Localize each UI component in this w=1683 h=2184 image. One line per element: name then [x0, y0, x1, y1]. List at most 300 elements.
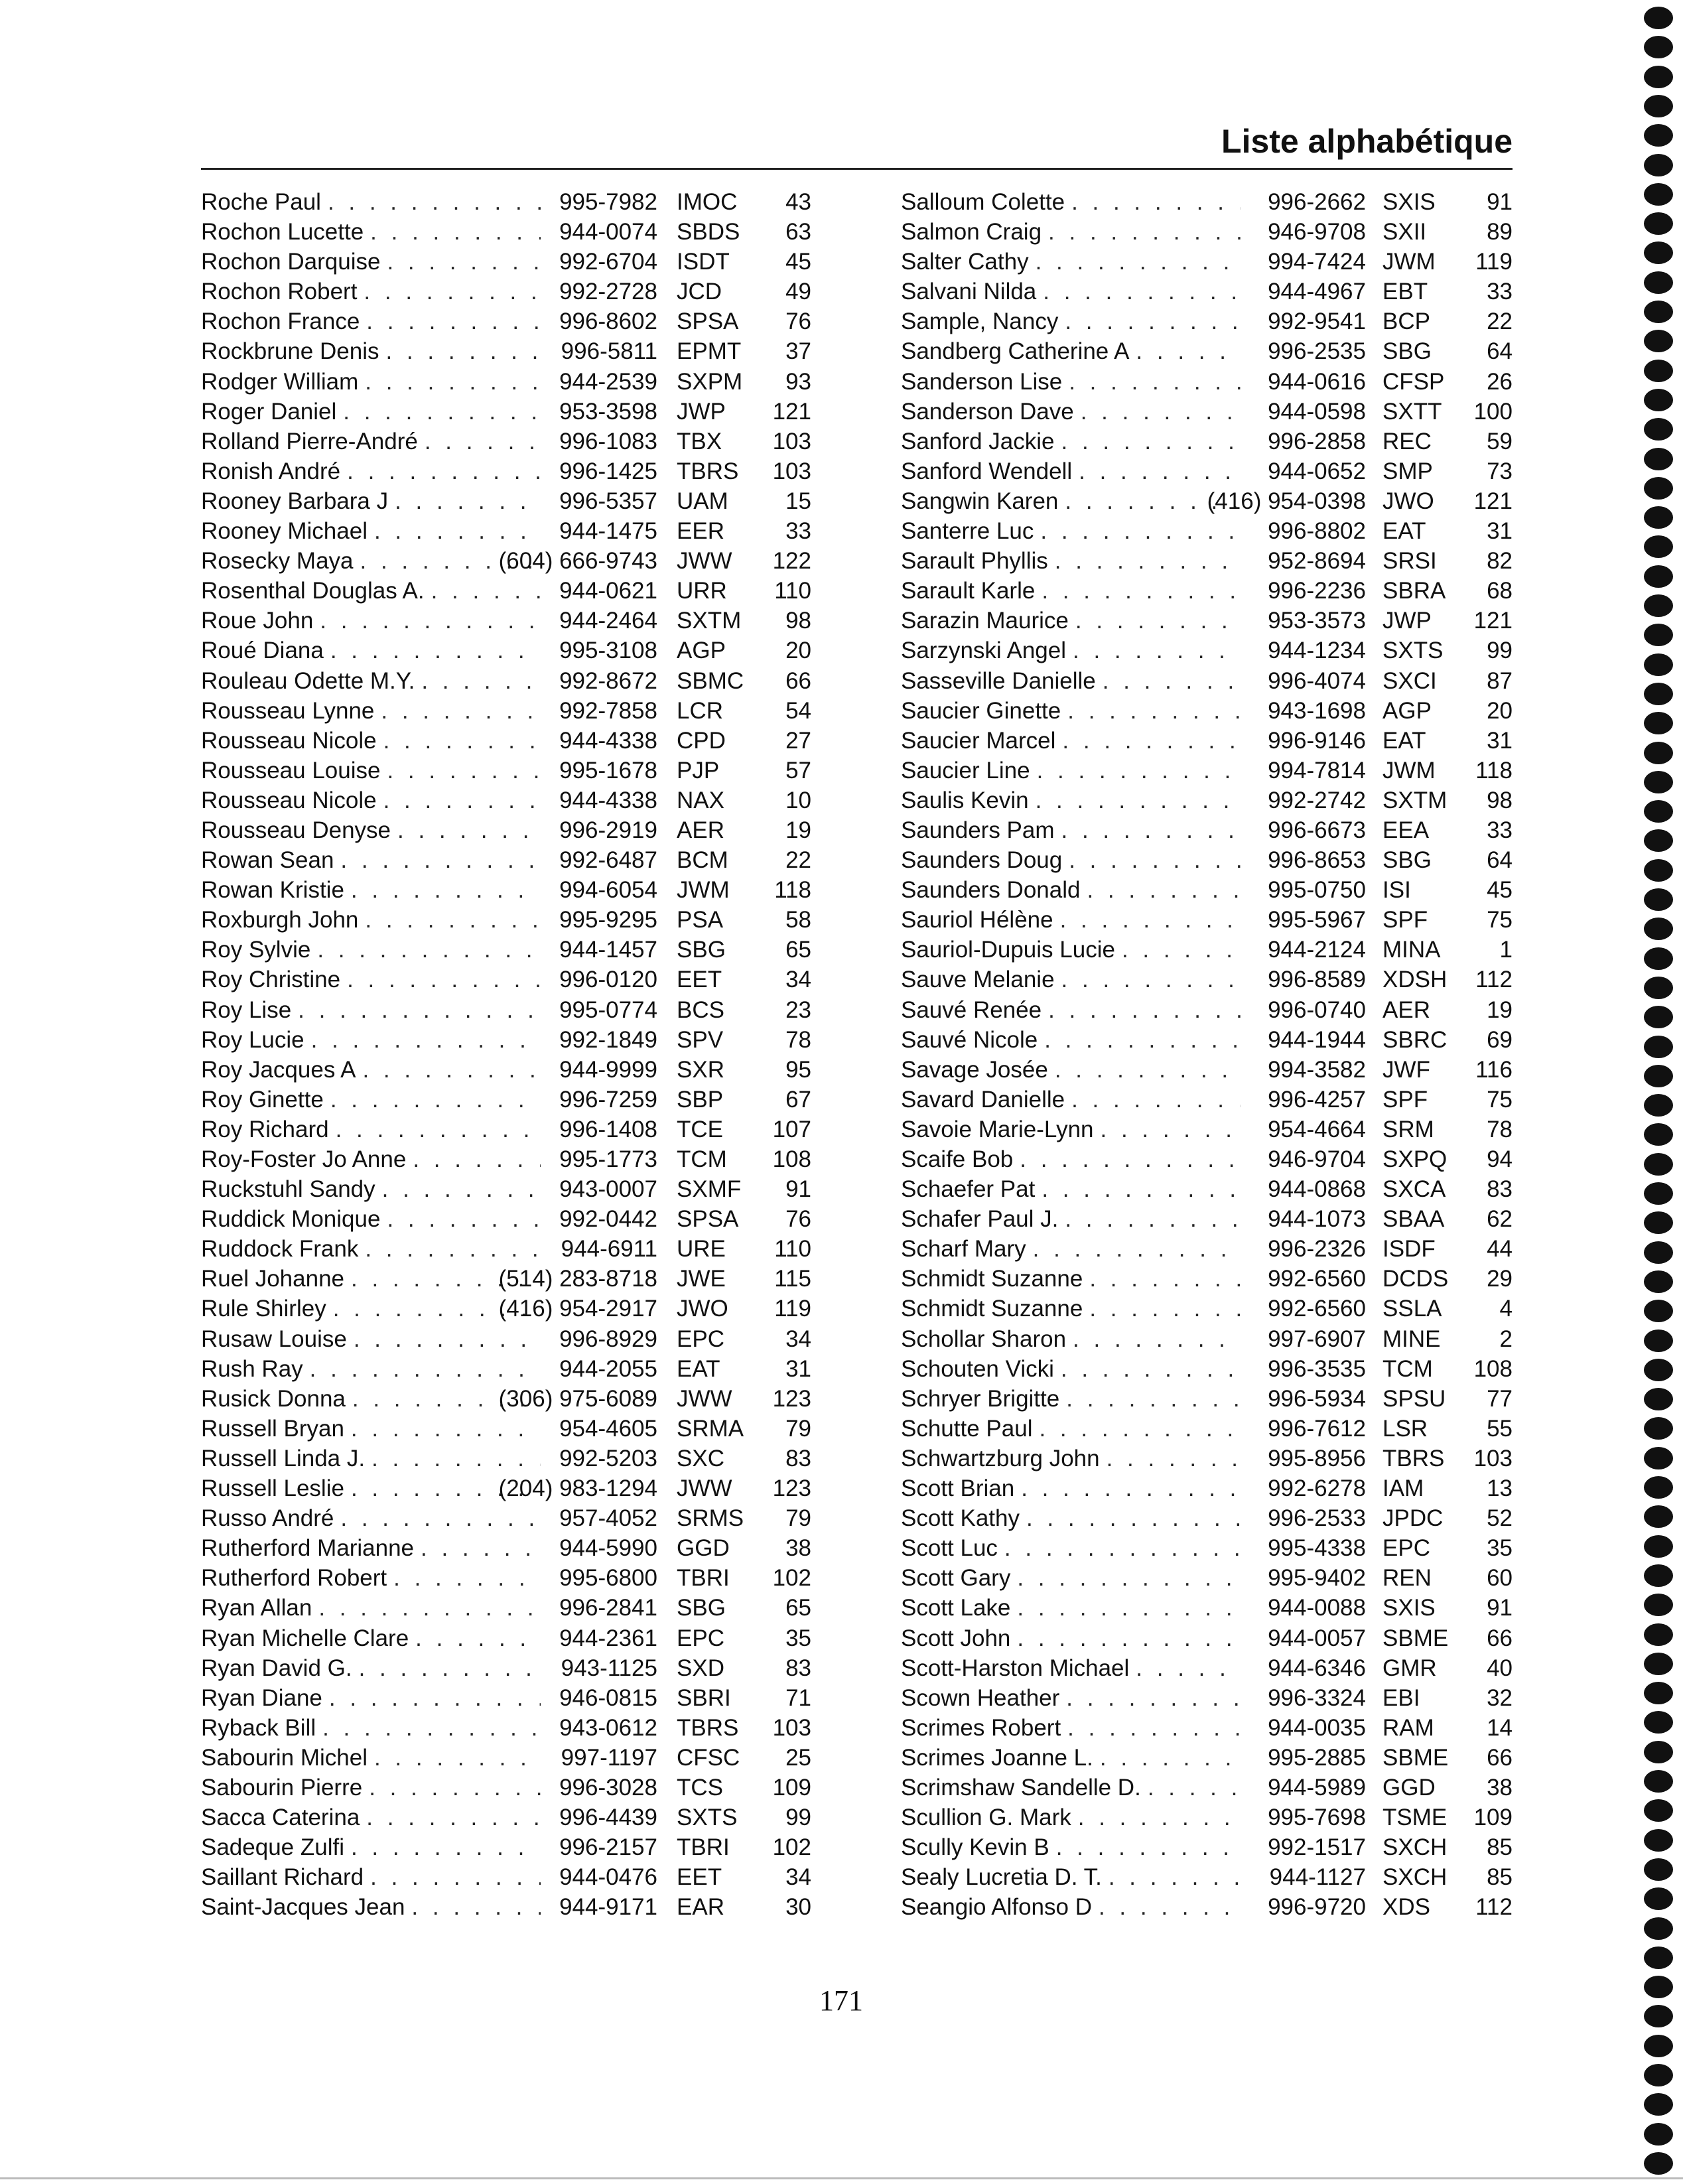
- entry-name: Rousseau Louise: [201, 757, 381, 784]
- entry-name: Scrimes Joanne L.: [901, 1744, 1093, 1771]
- entry-department: TCM: [677, 1146, 727, 1172]
- entry-department: JWM: [1382, 249, 1436, 275]
- entry-page-ref: 108: [1473, 1355, 1513, 1382]
- entry-page-ref: 25: [785, 1744, 811, 1771]
- binding-hole: [1644, 36, 1673, 58]
- entry-page-ref: 68: [1487, 578, 1513, 604]
- entry-department: REC: [1382, 428, 1432, 454]
- entry-name: Russo André: [201, 1505, 334, 1532]
- directory-entry: [901, 1384, 1513, 1414]
- entry-name: Rodger William: [201, 368, 359, 395]
- directory-entry: [901, 815, 1513, 845]
- binding-hole: [1644, 183, 1673, 206]
- entry-department: IAM: [1382, 1475, 1424, 1502]
- entry-page-ref: 83: [785, 1445, 811, 1471]
- entry-page-ref: 76: [785, 308, 811, 335]
- binding-hole: [1644, 1211, 1673, 1234]
- entry-name: Sarault Karle: [901, 578, 1036, 604]
- entry-phone: 995-6800: [559, 1565, 657, 1592]
- entry-department: AER: [1382, 996, 1430, 1023]
- entry-department: TBRI: [677, 1565, 730, 1592]
- entry-name: Schwartzburg John: [901, 1445, 1100, 1471]
- binding-hole: [1644, 653, 1673, 676]
- entry-page-ref: 35: [785, 1625, 811, 1651]
- entry-page-ref: 121: [1473, 488, 1513, 514]
- entry-name: Rousseau Nicole: [201, 727, 377, 754]
- entry-page-ref: 49: [785, 279, 811, 305]
- entry-department: SRSI: [1382, 548, 1437, 575]
- entry-page-ref: 103: [1473, 1445, 1513, 1471]
- entry-name: Rochon Lucette: [201, 219, 364, 245]
- entry-phone: 944-0035: [1268, 1714, 1366, 1741]
- entry-department: TBRS: [1382, 1445, 1445, 1471]
- entry-name: Roy Lise: [201, 996, 292, 1023]
- entry-department: JWF: [1382, 1056, 1430, 1083]
- entry-department: XDS: [1382, 1894, 1430, 1921]
- entry-name: Ryan Michelle Clare: [201, 1625, 409, 1651]
- entry-department: SBDS: [677, 219, 740, 245]
- directory-entry: [201, 1115, 811, 1144]
- entry-page-ref: 20: [1487, 697, 1513, 724]
- entry-name: Saint-Jacques Jean: [201, 1894, 405, 1921]
- entry-phone: 954-4605: [559, 1415, 657, 1442]
- entry-name: Sabourin Michel: [201, 1744, 368, 1771]
- entry-department: SBRI: [677, 1684, 731, 1711]
- entry-phone: 953-3573: [1268, 608, 1366, 634]
- entry-phone: 996-2858: [1268, 428, 1366, 454]
- binding-hole: [1644, 2123, 1673, 2146]
- entry-department: SXMF: [677, 1176, 742, 1203]
- binding-holes: [1644, 7, 1676, 2176]
- entry-department: SXIS: [1382, 189, 1436, 215]
- binding-hole: [1644, 1623, 1673, 1646]
- entry-department: GMR: [1382, 1655, 1437, 1681]
- directory-entry: [901, 935, 1513, 965]
- directory-entry: [901, 666, 1513, 696]
- entry-department: SSLA: [1382, 1296, 1442, 1322]
- directory-entry: [901, 336, 1513, 366]
- entry-phone: 996-0740: [1268, 996, 1366, 1023]
- binding-hole: [1644, 1711, 1673, 1734]
- entry-department: JWO: [677, 1296, 728, 1322]
- directory-entry: [901, 516, 1513, 546]
- entry-department: LSR: [1382, 1415, 1428, 1442]
- entry-name: Rousseau Lynne: [201, 697, 375, 724]
- entry-name: Rutherford Marianne: [201, 1535, 414, 1562]
- entry-page-ref: 77: [1487, 1385, 1513, 1412]
- entry-phone: 992-0442: [559, 1206, 657, 1233]
- entry-name: Sanford Wendell: [901, 458, 1073, 484]
- directory-entry: [201, 666, 811, 696]
- directory-entry: [901, 1892, 1513, 1922]
- entry-name: Savoie Marie-Lynn: [901, 1116, 1094, 1142]
- directory-entry: [201, 576, 811, 606]
- entry-phone: 944-0598: [1268, 398, 1366, 425]
- binding-hole: [1644, 683, 1673, 705]
- entry-department: SXCI: [1382, 667, 1437, 694]
- directory-entry: [901, 307, 1513, 336]
- entry-department: DCDS: [1382, 1266, 1449, 1292]
- entry-department: SBG: [677, 937, 726, 963]
- directory-entry: [901, 1862, 1513, 1892]
- directory-entry: [201, 845, 811, 875]
- entry-phone: (416) 954-0398: [1207, 488, 1366, 514]
- entry-page-ref: 65: [785, 1595, 811, 1621]
- directory-entry: [201, 1623, 811, 1653]
- entry-name: Sealy Lucretia D. T.: [901, 1864, 1102, 1891]
- entry-phone: 996-8802: [1268, 518, 1366, 545]
- entry-phone: 995-9402: [1268, 1565, 1366, 1592]
- entry-department: SXR: [677, 1056, 724, 1083]
- entry-department: EEA: [1382, 817, 1430, 843]
- directory-entry: [901, 785, 1513, 815]
- directory-entry: [901, 965, 1513, 994]
- entry-page-ref: 31: [1487, 518, 1513, 545]
- directory-entry: [901, 995, 1513, 1025]
- entry-name: Roy Ginette: [201, 1086, 324, 1113]
- entry-page-ref: 69: [1487, 1026, 1513, 1053]
- directory-entry: [901, 696, 1513, 726]
- entry-department: PJP: [677, 757, 720, 784]
- entry-phone: 944-0621: [559, 578, 657, 604]
- entry-phone: 995-3108: [559, 638, 657, 664]
- entry-department: SXCH: [1382, 1834, 1447, 1861]
- entry-department: SBG: [1382, 338, 1432, 365]
- entry-phone: (604) 666-9743: [498, 548, 657, 575]
- entry-department: SXPQ: [1382, 1146, 1447, 1172]
- entry-phone: 994-3582: [1268, 1056, 1366, 1083]
- entry-phone: (306) 975-6089: [498, 1385, 657, 1412]
- entry-page-ref: 98: [1487, 787, 1513, 813]
- binding-hole: [1644, 771, 1673, 793]
- entry-phone: 997-6907: [1268, 1326, 1366, 1352]
- directory-entry: [201, 815, 811, 845]
- binding-hole: [1644, 1417, 1673, 1440]
- entry-name: Saucier Ginette: [901, 697, 1061, 724]
- entry-page-ref: 108: [772, 1146, 811, 1172]
- directory-entry: [201, 1055, 811, 1085]
- entry-phone: 992-2742: [1268, 787, 1366, 813]
- entry-phone: 944-1944: [1268, 1026, 1366, 1053]
- entry-name: Ryan Allan: [201, 1595, 312, 1621]
- binding-hole: [1644, 2093, 1673, 2116]
- entry-page-ref: 85: [1487, 1864, 1513, 1891]
- entry-name: Rosenthal Douglas A.: [201, 578, 425, 604]
- entry-name: Saunders Donald: [901, 877, 1081, 904]
- directory-entry: [901, 1264, 1513, 1294]
- directory-entry: [901, 1503, 1513, 1533]
- page-title: Liste alphabétique: [1221, 123, 1513, 160]
- directory-entry: [201, 307, 811, 336]
- entry-phone: 996-3324: [1268, 1684, 1366, 1711]
- binding-hole: [1644, 1388, 1673, 1410]
- entry-name: Saunders Pam: [901, 817, 1055, 843]
- entry-name: Schaefer Pat: [901, 1176, 1036, 1203]
- directory-entry: [901, 576, 1513, 606]
- entry-name: Roué Diana: [201, 638, 324, 664]
- directory-entry: [201, 1533, 811, 1563]
- entry-name: Rosecky Maya: [201, 548, 354, 575]
- entry-page-ref: 118: [1475, 757, 1513, 784]
- entry-name: Russell Bryan: [201, 1415, 344, 1442]
- entry-name: Saucier Marcel: [901, 727, 1056, 754]
- entry-department: EPMT: [677, 338, 742, 365]
- entry-name: Scrimes Robert: [901, 1714, 1061, 1741]
- entry-department: REN: [1382, 1565, 1432, 1592]
- entry-name: Sarault Phyllis: [901, 548, 1048, 575]
- entry-name: Rutherford Robert: [201, 1565, 387, 1592]
- entry-department: EAT: [677, 1355, 720, 1382]
- entry-name: Ryan David G.: [201, 1655, 352, 1681]
- directory-entry: [901, 875, 1513, 905]
- directory-entry: [201, 1743, 811, 1773]
- entry-department: EET: [677, 1864, 722, 1891]
- entry-phone: 995-2885: [1268, 1744, 1366, 1771]
- entry-department: SRMA: [677, 1415, 744, 1442]
- binding-hole: [1644, 1330, 1673, 1352]
- entry-department: SXTS: [1382, 638, 1444, 664]
- entry-department: SPSA: [677, 1206, 739, 1233]
- entry-phone: 944-2464: [559, 608, 657, 634]
- entry-department: SBG: [677, 1595, 726, 1621]
- entry-phone: 944-0088: [1268, 1595, 1366, 1621]
- entry-page-ref: 116: [1475, 1056, 1513, 1083]
- directory-entry: [901, 1444, 1513, 1473]
- entry-page-ref: 79: [785, 1415, 811, 1442]
- directory-entry: [901, 1743, 1513, 1773]
- entry-phone: 957-4052: [559, 1505, 657, 1532]
- entry-page-ref: 33: [1487, 817, 1513, 843]
- entry-name: Rowan Sean: [201, 847, 334, 874]
- entry-department: LCR: [677, 697, 724, 724]
- entry-phone: 992-6704: [559, 249, 657, 275]
- binding-hole: [1644, 1065, 1673, 1087]
- entry-department: SBAA: [1382, 1206, 1445, 1233]
- entry-department: IMOC: [677, 189, 738, 215]
- entry-department: JWM: [677, 877, 730, 904]
- entry-page-ref: 59: [1487, 428, 1513, 454]
- entry-page-ref: 99: [785, 1805, 811, 1831]
- directory-entry: [901, 1653, 1513, 1683]
- directory-entry: [901, 546, 1513, 576]
- entry-name: Sarazin Maurice: [901, 608, 1069, 634]
- entry-name: Roy Christine: [201, 967, 341, 993]
- entry-page-ref: 62: [1487, 1206, 1513, 1233]
- binding-hole: [1644, 1036, 1673, 1058]
- entry-phone: 995-7982: [559, 189, 657, 215]
- entry-name: Sauvé Renée: [901, 996, 1042, 1023]
- entry-page-ref: 34: [785, 967, 811, 993]
- entry-page-ref: 22: [785, 847, 811, 874]
- entry-department: JWE: [677, 1266, 726, 1292]
- entry-phone: 944-0074: [559, 219, 657, 245]
- entry-name: Ruckstuhl Sandy: [201, 1176, 375, 1203]
- entry-name: Ruel Johanne: [201, 1266, 344, 1292]
- entry-phone: 944-2539: [559, 368, 657, 395]
- entry-name: Salloum Colette: [901, 189, 1065, 215]
- directory-entry: [901, 397, 1513, 427]
- entry-phone: 996-7259: [559, 1086, 657, 1113]
- directory-entry: [201, 1832, 811, 1862]
- entry-phone: 996-7612: [1268, 1415, 1366, 1442]
- entry-phone: 953-3598: [559, 398, 657, 425]
- entry-page-ref: 1: [1499, 937, 1513, 963]
- binding-hole: [1644, 1505, 1673, 1528]
- entry-name: Rowan Kristie: [201, 877, 344, 904]
- entry-department: RAM: [1382, 1714, 1434, 1741]
- entry-page-ref: 75: [1487, 1086, 1513, 1113]
- entry-page-ref: 19: [1487, 996, 1513, 1023]
- directory-entry: [201, 1324, 811, 1354]
- directory-entry: [201, 1234, 811, 1264]
- entry-phone: (514) 283-8718: [498, 1266, 657, 1292]
- entry-phone: 943-1698: [1268, 697, 1366, 724]
- entry-phone: 996-8589: [1268, 967, 1366, 993]
- entry-name: Sabourin Pierre: [201, 1774, 363, 1801]
- entry-phone: 994-6054: [559, 877, 657, 904]
- entry-page-ref: 93: [785, 368, 811, 395]
- entry-name: Sanderson Dave: [901, 398, 1074, 425]
- entry-name: Rolland Pierre-André: [201, 428, 418, 454]
- directory-entry: [901, 217, 1513, 247]
- entry-phone: 944-1475: [559, 518, 657, 545]
- entry-name: Scott Gary: [901, 1565, 1011, 1592]
- binding-hole: [1644, 124, 1673, 147]
- binding-hole: [1644, 1946, 1673, 1969]
- entry-name: Saillant Richard: [201, 1864, 364, 1891]
- entry-department: SXPM: [677, 368, 743, 395]
- entry-page-ref: 115: [774, 1266, 811, 1292]
- entry-phone: 992-1517: [1268, 1834, 1366, 1861]
- directory-entry: [201, 1683, 811, 1713]
- entry-page-ref: 89: [1487, 219, 1513, 245]
- entry-page-ref: 52: [1487, 1505, 1513, 1532]
- entry-phone: 946-9704: [1268, 1146, 1366, 1172]
- entry-department: SXC: [677, 1445, 724, 1471]
- binding-hole: [1644, 1123, 1673, 1146]
- entry-page-ref: 76: [785, 1206, 811, 1233]
- entry-page-ref: 100: [1473, 398, 1513, 425]
- directory-entry: [901, 756, 1513, 785]
- entry-page-ref: 27: [785, 727, 811, 754]
- entry-page-ref: 34: [785, 1326, 811, 1352]
- entry-department: TBRS: [677, 1714, 739, 1741]
- entry-department: MINE: [1382, 1326, 1441, 1352]
- entry-department: SXD: [677, 1655, 724, 1681]
- entry-department: SBG: [1382, 847, 1432, 874]
- entry-phone: 992-6278: [1268, 1475, 1366, 1502]
- entry-page-ref: 66: [785, 667, 811, 694]
- directory-entry: [201, 1354, 811, 1384]
- entry-name: Scott-Harston Michael: [901, 1655, 1130, 1681]
- entry-phone: 943-0612: [559, 1714, 657, 1741]
- entry-phone: 996-2157: [559, 1834, 657, 1861]
- entry-page-ref: 91: [1487, 189, 1513, 215]
- directory-entry: [201, 1803, 811, 1832]
- entry-page-ref: 14: [1487, 1714, 1513, 1741]
- binding-hole: [1644, 1917, 1673, 1940]
- directory-entry: [201, 1264, 811, 1294]
- entry-department: SRMS: [677, 1505, 744, 1532]
- binding-hole: [1644, 448, 1673, 470]
- binding-hole: [1644, 1976, 1673, 1998]
- directory-entry: [901, 1174, 1513, 1204]
- entry-name: Rochon Robert: [201, 279, 358, 305]
- entry-name: Roxburgh John: [201, 907, 359, 933]
- binding-hole: [1644, 2035, 1673, 2057]
- entry-phone: 996-9720: [1268, 1894, 1366, 1921]
- entry-name: Saunders Doug: [901, 847, 1063, 874]
- entry-phone: 992-9541: [1268, 308, 1366, 335]
- binding-hole: [1644, 712, 1673, 734]
- entry-phone: 944-9999: [559, 1056, 657, 1083]
- entry-phone: 996-1408: [559, 1116, 657, 1142]
- binding-hole: [1644, 1887, 1673, 1910]
- entry-name: Russell Leslie: [201, 1475, 344, 1502]
- entry-page-ref: 15: [785, 488, 811, 514]
- binding-hole: [1644, 1270, 1673, 1293]
- entry-name: Scott Lake: [901, 1595, 1011, 1621]
- entry-page-ref: 91: [785, 1176, 811, 1203]
- directory-entry: [201, 367, 811, 397]
- binding-hole: [1644, 1858, 1673, 1881]
- entry-department: TCM: [1382, 1355, 1433, 1382]
- entry-page-ref: 107: [772, 1116, 811, 1142]
- binding-hole: [1644, 418, 1673, 441]
- entry-name: Sadeque Zulfi: [201, 1834, 344, 1861]
- entry-department: NAX: [677, 787, 724, 813]
- entry-phone: 996-4074: [1268, 667, 1366, 694]
- entry-page-ref: 78: [785, 1026, 811, 1053]
- binding-hole: [1644, 389, 1673, 411]
- entry-name: Rouleau Odette M.Y.: [201, 667, 415, 694]
- entry-department: SRM: [1382, 1116, 1434, 1142]
- entry-name: Ruddick Monique: [201, 1206, 381, 1233]
- directory-entry: [901, 1563, 1513, 1593]
- directory-entry: [901, 1623, 1513, 1653]
- entry-department: EET: [677, 967, 722, 993]
- directory-entry: [901, 1533, 1513, 1563]
- entry-phone: 946-0815: [559, 1684, 657, 1711]
- directory-entry: [901, 1324, 1513, 1354]
- entry-phone: 944-4967: [1268, 279, 1366, 305]
- entry-phone: 995-1678: [559, 757, 657, 784]
- binding-hole: [1644, 241, 1673, 264]
- binding-hole: [1644, 360, 1673, 382]
- directory-entry: [201, 1473, 811, 1503]
- entry-name: Salvani Nilda: [901, 279, 1037, 305]
- entry-phone: 996-2236: [1268, 578, 1366, 604]
- entry-page-ref: 103: [772, 428, 811, 454]
- directory-entry: [201, 636, 811, 665]
- directory-entry: [201, 427, 811, 456]
- binding-hole: [1644, 7, 1673, 29]
- binding-hole: [1644, 1741, 1673, 1763]
- entry-page-ref: 35: [1487, 1535, 1513, 1562]
- entry-department: URE: [677, 1236, 726, 1263]
- entry-phone: 995-1773: [559, 1146, 657, 1172]
- entry-name: Savage Josée: [901, 1056, 1048, 1083]
- entry-department: MINA: [1382, 937, 1441, 963]
- entry-name: Sauve Melanie: [901, 967, 1055, 993]
- entry-department: SXCH: [1382, 1864, 1447, 1891]
- entry-department: SBMC: [677, 667, 744, 694]
- entry-page-ref: 119: [1475, 249, 1513, 275]
- entry-phone: 944-0476: [559, 1864, 657, 1891]
- entry-name: Rooney Barbara J: [201, 488, 389, 514]
- binding-hole: [1644, 1564, 1673, 1587]
- entry-name: Ryback Bill: [201, 1714, 316, 1741]
